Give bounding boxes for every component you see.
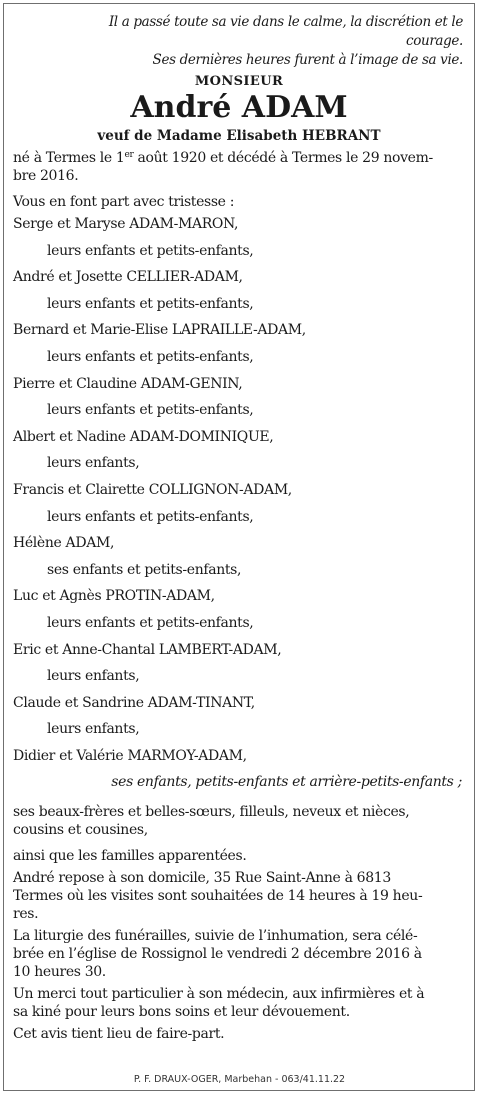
birth-death-line-2: bre 2016. [13,168,79,184]
quote-line: Il a passé toute sa vie dans le calme, la discrétion et le [108,14,463,30]
honorific: MONSIEUR [194,74,284,89]
liturgy-paragraph [13,927,465,981]
family-name: Claude et Sandrine ADAM-TINANT, [13,694,255,711]
families-line: ainsi que les familles apparentées. [13,848,247,865]
obituary-notice [13,13,465,1043]
family-children: ses enfants et petits-enfants, [47,561,242,578]
epitaph-quote [13,13,465,70]
family-children: leurs enfants et petits-enfants, [47,614,254,631]
birth-text: né à Termes le 1 [13,150,125,166]
relatives-line: ses beaux-frères et belles-sœurs, filleuls, neveux et nièces, [13,804,410,821]
rest-line: André repose à son domicile, 35 Rue Saint-Anne à 6813 [13,870,391,887]
family-list [13,211,465,769]
family-name: Pierre et Claudine ADAM-GENIN, [13,375,243,392]
family-name: Luc et Agnès PROTIN-ADAM, [13,588,215,605]
family-children: leurs enfants et petits-enfants, [47,402,254,419]
widower-line: veuf de Madame Elisabeth HEBRANT [97,128,381,144]
notice-line: Cet avis tient lieu de faire-part. [13,1026,225,1043]
rest-line: res. [13,906,39,923]
liturgy-line: La liturgie des funérailles, suivie de l’inhumation, sera célé- [13,928,418,945]
deceased-name: André ADAM [130,90,348,125]
family-children: leurs enfants et petits-enfants, [47,348,254,365]
rest-line: Termes où les visites sont souhaitées de 14 heures à 19 heu- [13,888,423,905]
quote-line: courage. [405,33,463,49]
intro-line: Vous en font part avec tristesse : [13,194,235,210]
family-name: Serge et Maryse ADAM-MARON, [13,216,239,232]
relatives-line-2: cousins et cousines, [13,822,148,839]
birth-text-cont: août 1920 et décédé à Termes le 29 novem- [133,150,433,166]
family-name: André et Josette CELLIER-ADAM, [13,269,243,286]
family-name: Hélène ADAM, [13,535,115,552]
family-children: leurs enfants, [47,668,140,685]
family-name: Francis et Clairette COLLIGNON-ADAM, [13,481,292,498]
family-children: leurs enfants et petits-enfants, [47,295,254,312]
liturgy-line: 10 heures 30. [13,964,106,981]
liturgy-line: brée en l’église de Rossignol le vendredi 2 décembre 2016 à [13,946,422,963]
rest-paragraph [13,869,465,923]
family-children: leurs enfants, [47,455,140,472]
birth-death-line [13,149,465,167]
family-children: leurs enfants, [47,721,140,738]
family-name: Eric et Anne-Chantal LAMBERT-ADAM, [13,641,282,658]
family-name: Albert et Nadine ADAM-DOMINIQUE, [13,428,274,445]
ordinal-superscript: er [124,150,134,160]
thanks-line: sa kiné pour leurs bons soins et leur dévouement. [13,1004,350,1021]
funeral-home-footer: P. F. DRAUX-OGER, Marbehan - 063/41.11.22 [133,1074,346,1085]
thanks-paragraph [13,985,465,1021]
family-children: leurs enfants et petits-enfants, [47,242,254,259]
thanks-line: Un merci tout particulier à son médecin, aux infirmières et à [13,986,425,1003]
closing-family-line: ses enfants, petits-enfants et arrière-petits-enfants ; [111,774,462,791]
quote-line: Ses dernières heures furent à l’image de sa vie. [152,52,463,68]
family-name: Didier et Valérie MARMOY-ADAM, [13,747,247,764]
family-children: leurs enfants et petits-enfants, [47,508,254,525]
family-name: Bernard et Marie-Elise LAPRAILLE-ADAM, [13,322,306,339]
